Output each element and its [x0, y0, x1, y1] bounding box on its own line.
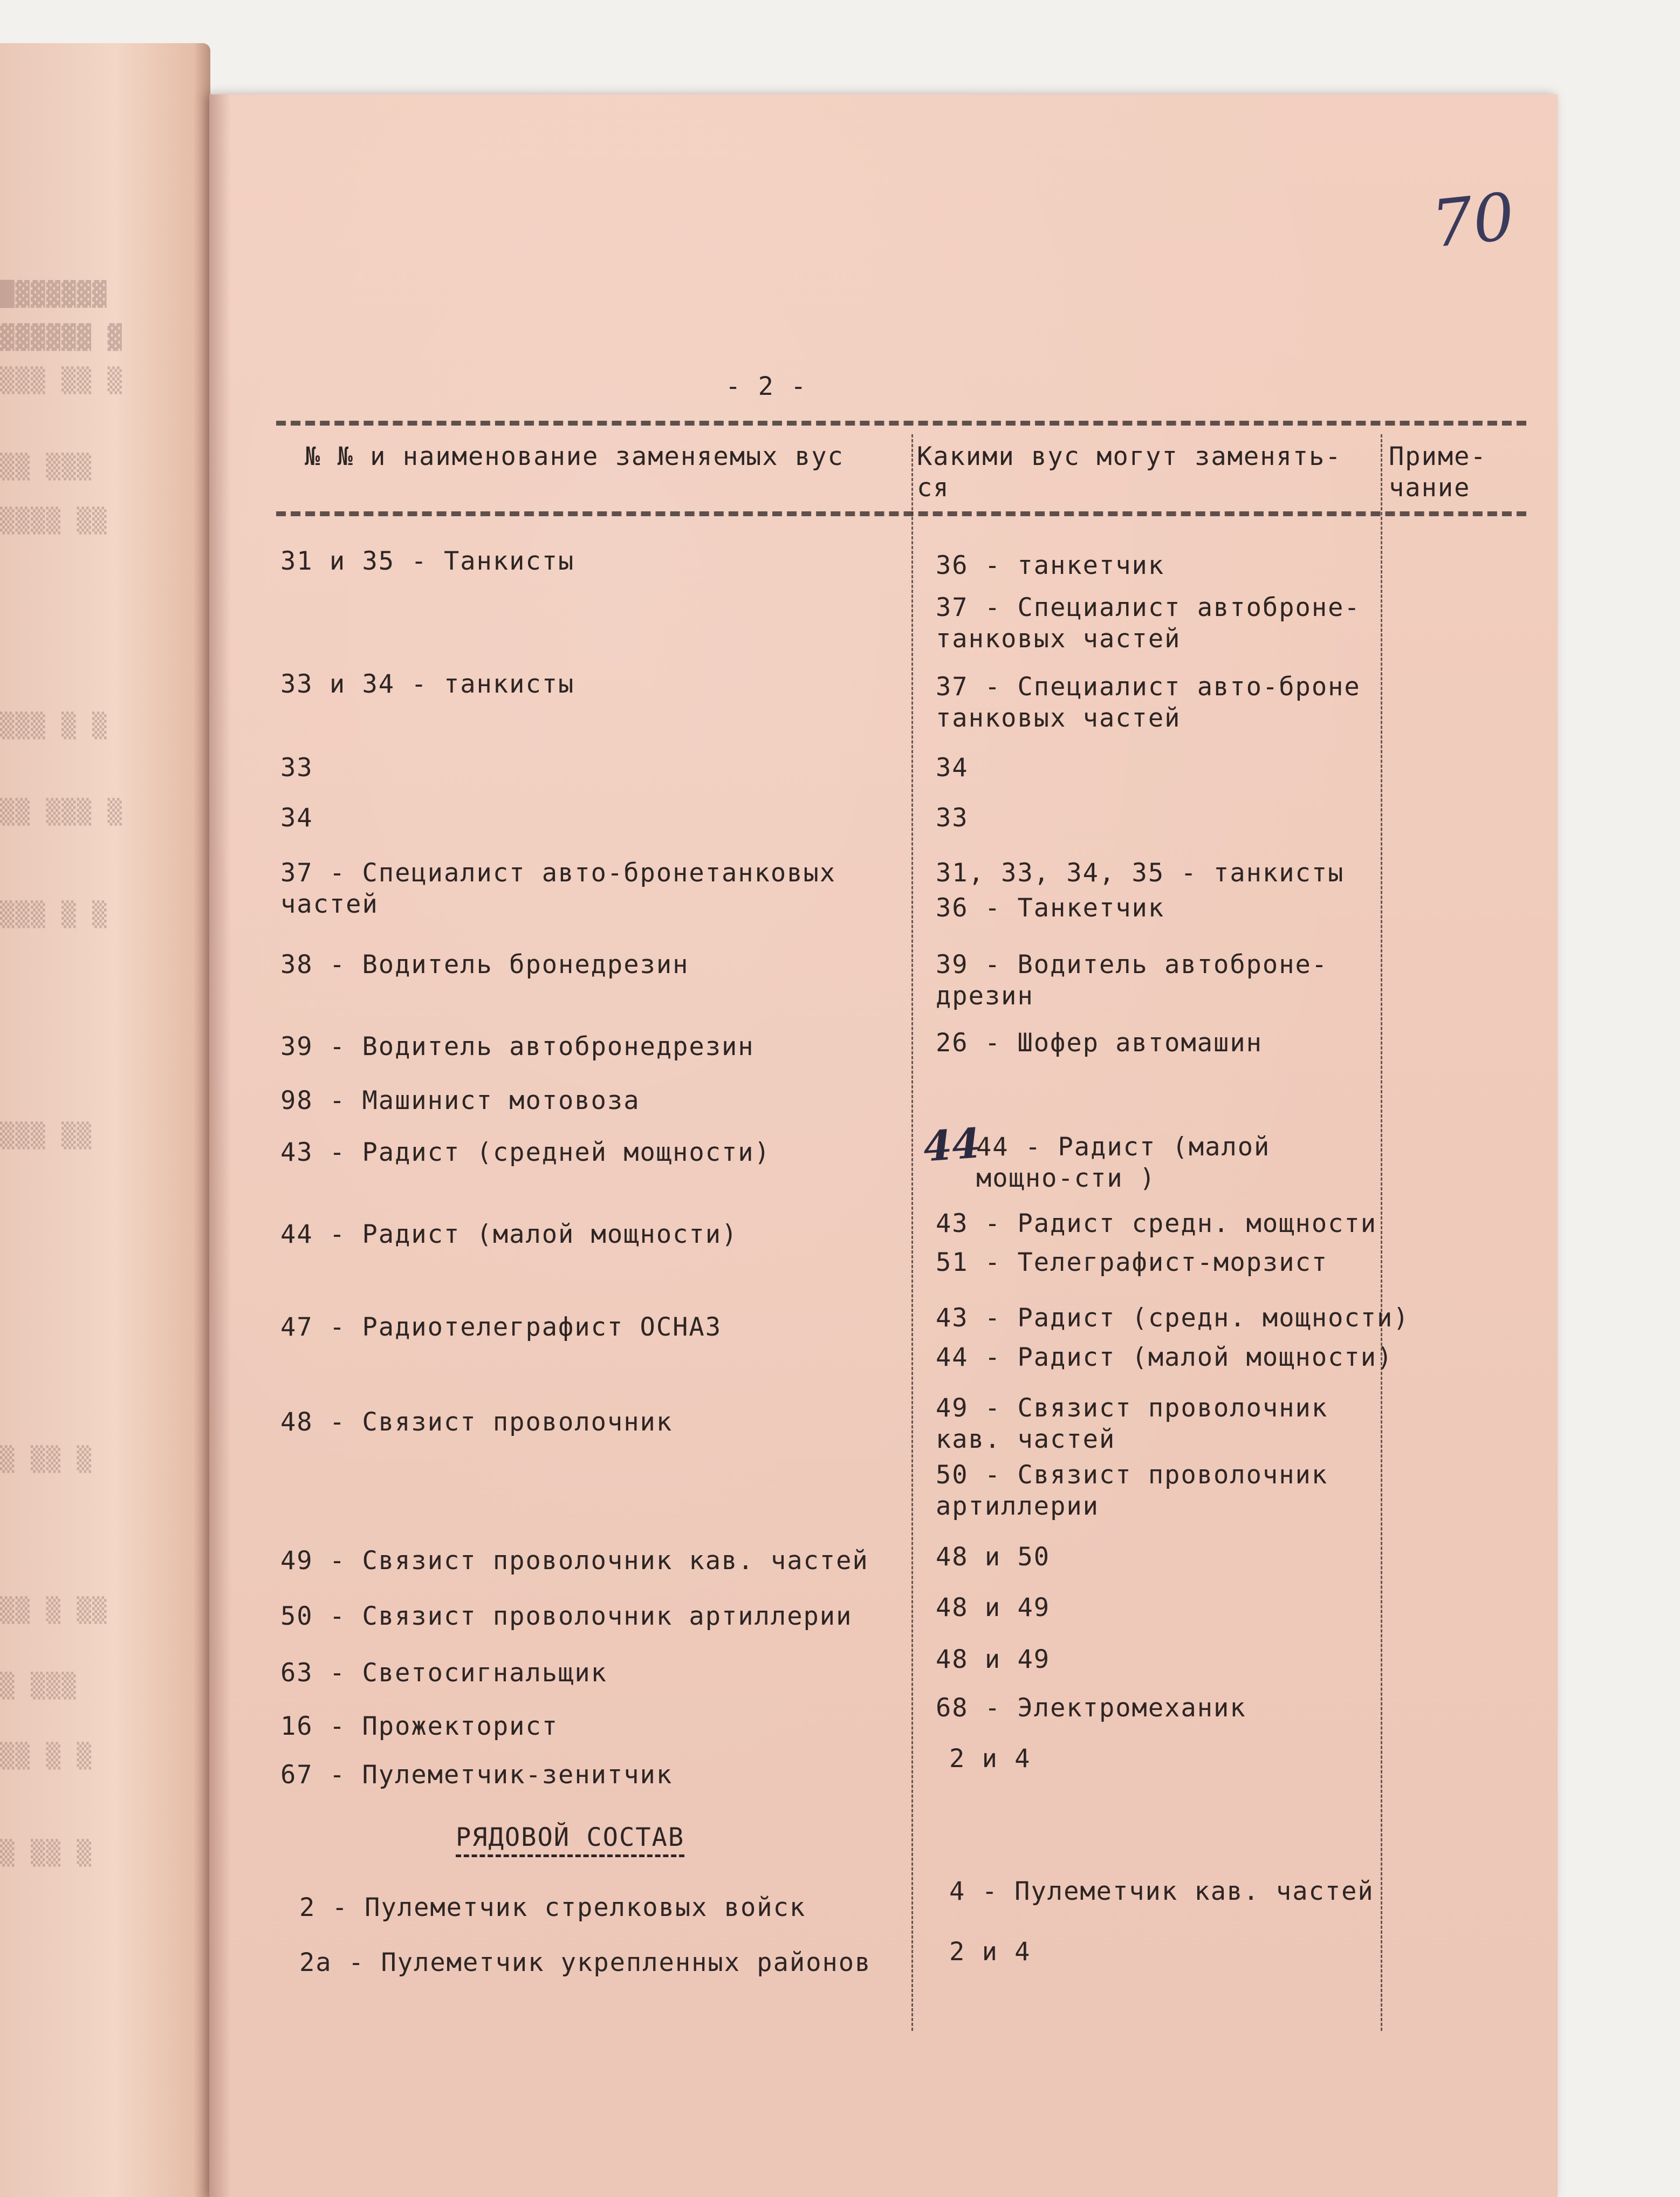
- bleed-through-text: ▒▒ ▒ ▒: [0, 1742, 92, 1770]
- bleed-through-text: ▒▒▒ ▒▒: [0, 1122, 92, 1149]
- row-right: 44 - Радист (малой мощности): [936, 1343, 1394, 1372]
- row-left: 43 - Радист (средней мощности): [280, 1138, 771, 1167]
- section-title: [456, 1822, 684, 1853]
- bleed-through-text: ▒▒ ▒ ▒▒: [0, 1597, 108, 1624]
- column-divider-1: [911, 434, 913, 2031]
- bleed-through-text: ▒▒ ▒▒▒: [0, 453, 92, 481]
- row-right: 36 - танкетчик: [936, 551, 1165, 580]
- row-left: 98 - Машинист мотовоза: [280, 1086, 640, 1115]
- bleed-through-text: ▓▓▓▓▓▓ ▓: [0, 324, 123, 351]
- row-right: 2 и 4: [949, 1744, 1031, 1774]
- folio-number: 70: [1428, 179, 1518, 263]
- row-left: 33 и 34 - танкисты: [280, 669, 575, 699]
- row-right: 36 - Танкетчик: [936, 893, 1165, 923]
- header-col3: Приме-чание: [1389, 442, 1487, 503]
- row-left: 37 - Специалист авто-бронетанковых частей: [280, 858, 836, 919]
- header-bottom-rule: [276, 511, 1526, 516]
- handwritten-correction: 44: [922, 1119, 982, 1171]
- row-left: 48 - Связист проволочник: [280, 1407, 673, 1437]
- bleed-through-text: ▒▒▒ ▒▒ ▒: [0, 367, 123, 394]
- row-right: 49 - Связист проволочник кав. частей: [936, 1393, 1328, 1454]
- row-left: 33: [280, 753, 313, 783]
- bleed-through-text: █▓▓▓▓▓▓: [0, 280, 108, 308]
- row-right: 43 - Радист средн. мощности: [936, 1209, 1377, 1238]
- row-right: 33: [936, 803, 969, 833]
- row-left: 34: [280, 803, 313, 833]
- row-right: 4 - Пулеметчик кав. частей: [949, 1877, 1374, 1906]
- row-left: 63 - Светосигнальщик: [280, 1658, 607, 1688]
- row-right: 37 - Специалист авто-броне танковых частей: [936, 672, 1361, 733]
- row-right: 43 - Радист (средн. мощности): [936, 1303, 1410, 1333]
- row-right: 48 и 49: [936, 1593, 1051, 1623]
- row-right: 51 - Телеграфист-морзист: [936, 1248, 1328, 1277]
- bleed-through-text: ▒▒▒▒ ▒▒: [0, 507, 108, 535]
- bleed-through-text: ▒ ▒▒ ▒: [0, 1839, 92, 1867]
- header-col2: Какими вус могут заменять-ся: [917, 442, 1342, 503]
- row-right: 48 и 49: [936, 1645, 1051, 1674]
- row-right: 68 - Электромеханик: [936, 1693, 1246, 1723]
- bleed-through-text: ▒ ▒▒ ▒: [0, 1446, 92, 1473]
- row-left: 2 - Пулеметчик стрелковых войск: [299, 1893, 806, 1922]
- row-right: 31, 33, 34, 35 - танкисты: [936, 858, 1345, 888]
- page-number: - 2 -: [725, 372, 807, 401]
- row-left: 2а - Пулеметчик укрепленных районов: [299, 1948, 872, 1977]
- row-left: 49 - Связист проволочник кав. частей: [280, 1546, 869, 1576]
- bleed-through-text: ▒▒▒ ▒ ▒: [0, 712, 108, 740]
- row-right: 37 - Специалист автоброне-танковых частей: [936, 593, 1361, 654]
- header-col1: № № и наименование заменяемых вус: [305, 442, 844, 471]
- row-right: 44 - Радист (малой мощно-сти ): [976, 1132, 1271, 1193]
- previous-page-edge: [0, 43, 210, 2197]
- header-top-rule: [276, 421, 1526, 426]
- row-right: 26 - Шофер автомашин: [936, 1028, 1263, 1058]
- row-left: 50 - Связист проволочник артиллерии: [280, 1601, 853, 1631]
- row-left: 16 - Прожекторист: [280, 1712, 559, 1741]
- section-title-text: РЯДОВОЙ СОСТАВ: [456, 1823, 684, 1857]
- row-left: 38 - Водитель бронедрезин: [280, 950, 689, 980]
- bleed-through-text: ▒▒▒ ▒ ▒: [0, 901, 108, 928]
- row-left: 67 - Пулеметчик-зенитчик: [280, 1760, 673, 1790]
- row-right: 48 и 50: [936, 1542, 1051, 1572]
- row-right: 34: [936, 753, 969, 783]
- row-right: 2 и 4: [949, 1937, 1031, 1967]
- row-right: 39 - Водитель автоброне-дрезин: [936, 950, 1328, 1011]
- row-left: 31 и 35 - Танкисты: [280, 546, 575, 576]
- bleed-through-text: ▒ ▒▒▒: [0, 1672, 77, 1700]
- page-fold-shadow: [209, 94, 231, 2197]
- row-left: 39 - Водитель автобронедрезин: [280, 1032, 755, 1062]
- bleed-through-text: ▒▒ ▒▒▒ ▒: [0, 798, 123, 826]
- row-right: 50 - Связист проволочник артиллерии: [936, 1460, 1328, 1521]
- column-divider-2: [1381, 434, 1382, 2031]
- row-left: 47 - Радиотелеграфист ОСНАЗ: [280, 1312, 722, 1342]
- row-left: 44 - Радист (малой мощности): [280, 1220, 738, 1249]
